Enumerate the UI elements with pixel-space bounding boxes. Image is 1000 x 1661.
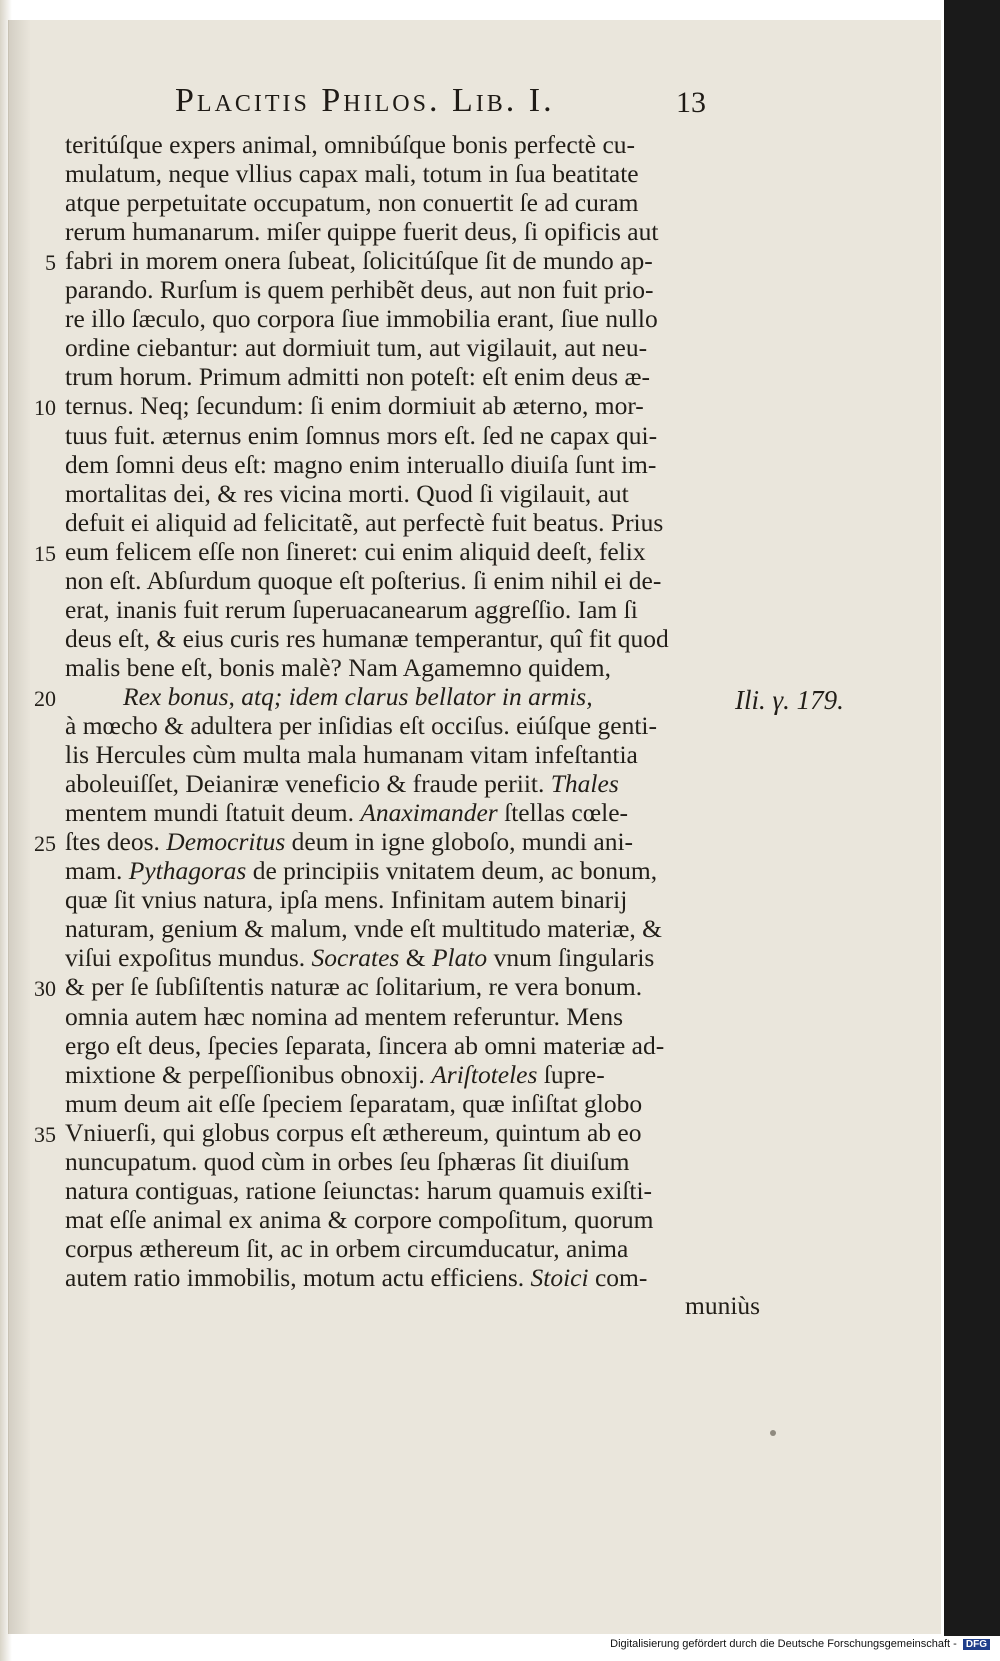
catchword: muniùs xyxy=(685,1291,761,1320)
line-number: 25 xyxy=(34,831,56,857)
italic-name: Rex bonus, atq; idem clarus bellator in armis, xyxy=(123,681,593,711)
text-line xyxy=(65,914,662,944)
line-number: 35 xyxy=(34,1121,56,1147)
paper-speck xyxy=(770,1430,776,1436)
text-line xyxy=(65,827,633,857)
text-span: malis bene eſt, bonis malè? Nam Agamemno quidem, xyxy=(65,652,611,682)
text-line xyxy=(65,653,611,683)
text-span: de principiis vnitatem deum, ac bonum, xyxy=(246,856,658,886)
text-span: com- xyxy=(588,1262,648,1292)
italic-name: Thales xyxy=(550,769,619,799)
text-span: ergo eſt deus, ſpecies ſeparata, ſincera ab omni materiæ ad- xyxy=(65,1030,665,1060)
text-line xyxy=(65,943,654,973)
text-span: ſtellas cœle- xyxy=(497,798,629,828)
italic-name: Socrates xyxy=(311,943,400,973)
text-line xyxy=(65,1002,623,1032)
text-span: mum deum ait eſſe ſpeciem ſeparatam, quæ inſiſtat globo xyxy=(65,1088,643,1118)
text-span: trum horum. Primum admitti non poteſt: eſt enim deus æ- xyxy=(65,362,651,392)
text-line xyxy=(65,1147,629,1177)
text-line xyxy=(65,479,629,509)
text-line xyxy=(65,537,646,567)
text-line xyxy=(65,1089,642,1119)
italic-name: Pythagoras xyxy=(128,856,247,886)
text-line xyxy=(65,1176,652,1206)
text-line xyxy=(65,624,669,654)
text-line xyxy=(65,595,638,625)
text-line xyxy=(65,362,650,392)
text-span: ternus. Neq; ſecundum: ſi enim dormiuit ab æterno, mor- xyxy=(65,391,644,421)
text-span: omnia autem hæc nomina ad mentem referuntur. Mens xyxy=(65,1001,624,1031)
text-span: lis Hercules cùm multa mala humanam vitam infeſtantia xyxy=(65,740,638,770)
text-line xyxy=(65,1118,642,1148)
text-span: vnum ſingularis xyxy=(487,943,655,973)
text-span: rerum humanarum. miſer quippe fuerit deus, ſi opificis aut xyxy=(65,217,659,247)
text-line xyxy=(65,188,639,218)
text-line xyxy=(65,304,658,334)
text-span: ſupre- xyxy=(537,1059,605,1089)
text-line xyxy=(65,421,657,451)
text-span: deus eſt, & eius curis res humanæ temperantur, quî fit quod xyxy=(65,623,669,653)
italic-name: Stoici xyxy=(530,1262,589,1292)
text-span: defuit ei aliquid ad felicitatẽ, aut perfectè fuit beatus. Prius xyxy=(65,507,664,537)
text-span: erat, inanis fuit rerum ſuperuacanearum aggreſſio. Iam ſi xyxy=(65,594,638,624)
text-span: mulatum, neque vllius capax mali, totum in ſua beatitate xyxy=(65,159,639,189)
text-line xyxy=(65,740,638,770)
text-line xyxy=(65,798,628,828)
digitization-credit xyxy=(560,1638,990,1656)
line-number: 10 xyxy=(34,395,56,421)
italic-name: Plato xyxy=(431,943,488,973)
text-line xyxy=(65,450,656,480)
text-span: aboleuiſſet, Deianiræ veneficio & fraude periit. xyxy=(65,769,551,799)
text-span: & per ſe ſubſiſtentis naturæ ac ſolitarium, re vera bonum. xyxy=(65,972,643,1002)
text-span: re illo ſæculo, quo corpora ſiue immobilia erant, ſiue nullo xyxy=(65,304,658,334)
text-span: ſtes deos. xyxy=(65,827,167,857)
text-line xyxy=(65,217,658,247)
text-span: eum felicem eſſe non ſineret: cui enim aliquid deeſt, felix xyxy=(65,536,646,566)
text-span: mortalitas dei, & res vicina morti. Quod ſi vigilauit, aut xyxy=(65,478,629,508)
credit-text: Digitalisierung gefördert durch die Deutsche Forschungsgemeinschaft - xyxy=(610,1638,957,1650)
text-line xyxy=(65,1060,605,1090)
text-span: tuus fuit. æternus enim ſomnus mors eſt. ſed ne capax qui- xyxy=(65,420,658,450)
text-span: dem ſomni deus eſt: magno enim interuallo diuiſa ſunt im- xyxy=(65,449,657,479)
text-span: Vniuerſi, qui globus corpus eſt æthereum, quintum ab eo xyxy=(65,1117,642,1147)
text-span: mam. xyxy=(65,856,129,886)
text-line xyxy=(65,566,661,596)
text-span: mentem mundi ſtatuit deum. xyxy=(65,798,361,828)
line-number: 5 xyxy=(45,250,56,276)
text-span: non eſt. Abſurdum quoque eſt poſterius. ſi enim nihil ei de- xyxy=(65,565,662,595)
line-number: 30 xyxy=(34,976,56,1002)
text-span: fabri in morem onera ſubeat, ſolicitúſque ſit de mundo ap- xyxy=(65,246,653,276)
running-title: Placitis Philos. Lib. I. xyxy=(175,82,555,119)
text-line xyxy=(65,333,647,363)
text-span: viſui expoſitus mundus. xyxy=(65,943,312,973)
text-line xyxy=(65,275,654,305)
text-span: atque perpetuitate occupatum, non conuertit ſe ad curam xyxy=(65,188,639,218)
italic-name: Anaximander xyxy=(360,798,498,828)
line-number: 15 xyxy=(34,540,56,566)
text-line xyxy=(65,1234,628,1264)
line-number: 20 xyxy=(34,685,56,711)
text-line xyxy=(123,682,593,712)
text-span: mixtione & perpeſſionibus obnoxij. xyxy=(65,1059,432,1089)
text-line xyxy=(65,885,627,915)
margin-note: Ili. γ. 179. xyxy=(735,685,844,715)
text-line xyxy=(65,391,644,421)
text-span: corpus æthereum ſit, ac in orbem circumducatur, anima xyxy=(65,1233,629,1263)
text-span: autem ratio immobilis, motum actu efficiens. xyxy=(65,1262,531,1292)
text-span: natura contiguas, ratione ſeiunctas: harum quamuis exiſti- xyxy=(65,1175,653,1205)
text-line xyxy=(65,159,639,189)
text-span: ordine ciebantur: aut dormiuit tum, aut vigilauit, aut neu- xyxy=(65,333,648,363)
text-line xyxy=(65,508,663,538)
text-line xyxy=(65,769,619,799)
text-line xyxy=(65,972,642,1002)
text-span: parando. Rurſum is quem perhibẽt deus, aut non fuit prio- xyxy=(65,275,654,305)
page-number: 13 xyxy=(676,86,706,119)
dfg-logo: DFG xyxy=(963,1639,990,1650)
scan-border-right xyxy=(944,0,1000,1636)
text-span: quæ ſit vnius natura, ipſa mens. Infinitam autem binarij xyxy=(65,885,628,915)
text-span: mat eſſe animal ex anima & corpore compoſitum, quorum xyxy=(65,1204,654,1234)
text-span: nuncupatum. quod cùm in orbes ſeu ſphæras ſit diuiſum xyxy=(65,1146,630,1176)
text-line xyxy=(65,246,653,276)
text-span: teritúſque expers animal, omnibúſque bonis perfectè cu- xyxy=(65,130,636,159)
text-span: à mœcho & adultera per inſidias eſt occiſus. eiúſque genti- xyxy=(65,711,657,740)
italic-name: Ariſtoteles xyxy=(431,1059,538,1089)
text-line xyxy=(65,1031,664,1061)
text-line xyxy=(65,856,657,886)
text-span: naturam, genium & malum, vnde eſt multitudo materiæ, & xyxy=(65,914,663,944)
text-span: deum in igne globoſo, mundi ani- xyxy=(285,827,634,857)
text-line xyxy=(65,1263,647,1293)
text-line xyxy=(65,1205,653,1235)
text-line xyxy=(65,130,635,160)
text-span: & xyxy=(399,943,432,973)
italic-name: Democritus xyxy=(166,827,286,857)
text-line xyxy=(65,711,657,741)
